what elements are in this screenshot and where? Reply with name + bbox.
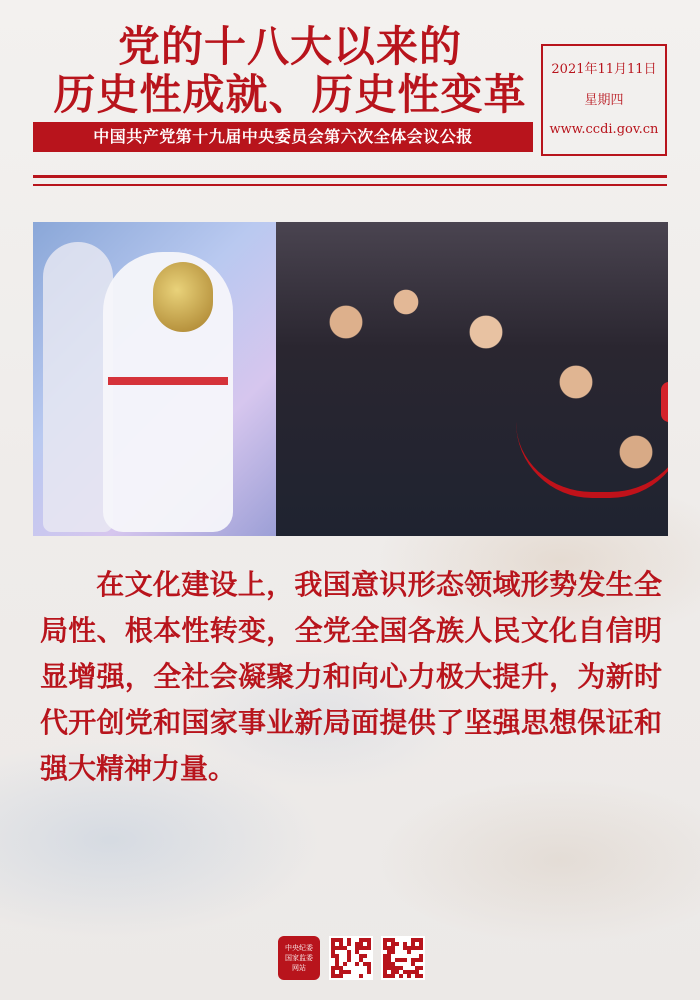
qr-code-icon[interactable] <box>329 936 373 980</box>
qr-module <box>419 946 423 950</box>
qr-module <box>339 974 343 978</box>
qr-module <box>419 958 423 962</box>
header-divider-thin <box>33 184 667 186</box>
qr-module <box>363 954 367 958</box>
logo-line-1: 中央纪委 <box>285 944 313 952</box>
page-title-line-1: 党的十八大以来的 <box>117 22 462 71</box>
body-paragraph <box>40 562 662 792</box>
qr-module <box>367 970 371 974</box>
qr-module <box>343 962 347 966</box>
website-link[interactable]: www.ccdi.gov.cn <box>549 122 659 137</box>
logo-line-2: 国家监委 <box>285 954 313 962</box>
qr-module <box>347 970 351 974</box>
body-paragraph-text: 在文化建设上，我国意识形态领域形势发生全局性、根本性转变，全党全国各族人民文化自信明显增强，全社会凝聚力和向心力极大提升，为新时代开创党和国家事业新局面提供了坚强思想保证和强大精神力量。 <box>40 568 662 785</box>
qr-module <box>419 974 423 978</box>
date-text: 2021年11月11日 <box>551 62 657 77</box>
qr-module <box>367 946 371 950</box>
qr-module <box>391 974 395 978</box>
footer <box>0 936 700 986</box>
astronaut-helmet <box>153 262 213 332</box>
qr-module <box>407 950 411 954</box>
qr-module <box>399 974 403 978</box>
astronaut-exhibit-photo <box>33 222 668 536</box>
qr-module <box>403 958 407 962</box>
qr-module <box>347 958 351 962</box>
subtitle-banner: 中国共产党第十九届中央委员会第六次全体会议公报 <box>33 122 533 152</box>
astronaut-suit-stripe <box>108 377 228 385</box>
logo-line-3: 网站 <box>292 964 306 972</box>
qr-module <box>355 962 359 966</box>
qr-module <box>419 966 423 970</box>
qr-code-icon[interactable] <box>381 936 425 980</box>
ccdi-logo[interactable] <box>278 936 320 980</box>
weekday-text: 星期四 <box>584 93 624 108</box>
qr-module <box>347 942 351 946</box>
barrier-rope <box>516 422 668 498</box>
header-divider-thick <box>33 175 667 178</box>
qr-module <box>407 974 411 978</box>
date-box <box>541 44 667 156</box>
qr-module <box>395 942 399 946</box>
red-scarf <box>661 382 668 422</box>
photo-exhibit-case <box>33 222 276 536</box>
qr-module <box>359 974 363 978</box>
qr-module <box>391 950 395 954</box>
photo-crowd <box>276 222 668 536</box>
page-title-line-2: 历史性成就、历史性变革 <box>53 70 527 119</box>
